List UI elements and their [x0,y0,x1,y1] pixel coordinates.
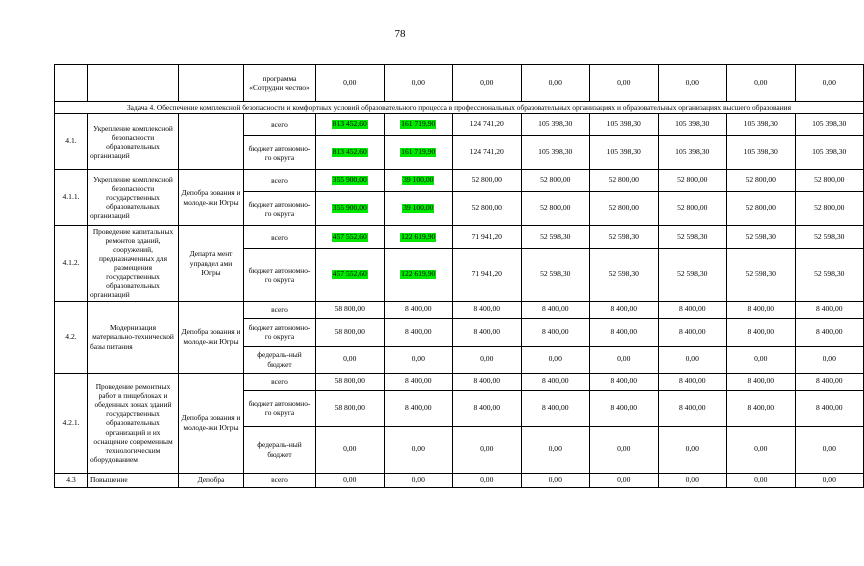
value-cell: 0,00 [384,426,453,473]
value-cell [384,226,453,249]
value-cell: 105 398,30 [521,114,590,136]
value-cell: 8 400,00 [453,390,522,426]
value-cell: 52 598,30 [590,249,659,301]
value-cell: 8 400,00 [658,390,727,426]
highlighted-value: 39 100,00 [403,203,434,213]
value-cell: 105 398,30 [590,114,659,136]
value-cell: 52 800,00 [795,192,864,226]
value-cell: 0,00 [316,473,385,487]
value-cell: 52 800,00 [795,170,864,192]
row-number-cell [55,65,88,102]
value-cell: 0,00 [316,65,385,102]
value-cell: 0,00 [727,426,796,473]
highlighted-value: 457 552,60 [332,269,367,279]
value-cell: 52 598,30 [658,226,727,249]
row-number-cell: 4.3 [55,473,88,487]
funding-source-cell: бюджет автономно-го округа [244,249,316,301]
value-cell: 124 741,20 [453,114,522,136]
value-cell: 0,00 [727,65,796,102]
value-cell: 0,00 [727,473,796,487]
row-name-cell [88,65,179,102]
value-cell [316,192,385,226]
value-cell [316,136,385,170]
value-cell: 52 598,30 [727,249,796,301]
value-cell: 52 800,00 [658,170,727,192]
value-cell: 8 400,00 [658,301,727,318]
value-cell: 52 598,30 [795,249,864,301]
table-row [55,301,864,318]
value-cell: 52 800,00 [590,170,659,192]
highlighted-value: 457 552,60 [332,231,367,241]
value-cell: 0,00 [453,473,522,487]
value-cell: 0,00 [727,346,796,373]
value-cell: 0,00 [590,426,659,473]
funding-source-cell: всего [244,373,316,390]
value-cell: 105 398,30 [521,136,590,170]
value-cell: 105 398,30 [590,136,659,170]
value-cell: 0,00 [590,346,659,373]
table-row [55,226,864,249]
value-cell: 52 598,30 [521,249,590,301]
row-name-cell: Повышение [88,473,179,487]
value-cell: 52 800,00 [727,192,796,226]
value-cell: 105 398,30 [795,114,864,136]
table-row [55,373,864,390]
value-cell: 0,00 [521,426,590,473]
value-cell: 58 800,00 [316,373,385,390]
value-cell: 0,00 [384,473,453,487]
value-cell: 0,00 [795,346,864,373]
value-cell: 8 400,00 [727,373,796,390]
row-number-cell: 4.2. [55,301,88,373]
value-cell: 8 400,00 [795,318,864,346]
value-cell: 52 598,30 [727,226,796,249]
executor-cell: Депобра [179,473,244,487]
value-cell [384,170,453,192]
value-cell: 0,00 [316,346,385,373]
funding-source-cell: всего [244,301,316,318]
value-cell: 52 598,30 [590,226,659,249]
value-cell: 52 598,30 [658,249,727,301]
value-cell: 58 800,00 [316,390,385,426]
value-cell: 8 400,00 [521,390,590,426]
value-cell: 52 598,30 [521,226,590,249]
budget-table [54,64,864,488]
funding-source-cell: бюджет автономно-го округа [244,192,316,226]
funding-source-cell: федераль-ный бюджет [244,426,316,473]
value-cell: 0,00 [384,65,453,102]
value-cell: 0,00 [658,473,727,487]
highlighted-value: 355 900,00 [332,175,367,185]
table-body [55,65,864,488]
value-cell: 0,00 [521,473,590,487]
value-cell: 8 400,00 [521,301,590,318]
funding-source-cell: бюджет автономно-го округа [244,390,316,426]
table-row [55,114,864,136]
executor-cell [179,65,244,102]
value-cell: 8 400,00 [384,301,453,318]
value-cell: 0,00 [590,473,659,487]
table-row [55,170,864,192]
value-cell: 8 400,00 [658,318,727,346]
funding-source-cell: программа «Сотрудни чество» [244,65,316,102]
highlighted-value: 813 452,60 [332,147,367,157]
value-cell [316,114,385,136]
value-cell: 8 400,00 [795,390,864,426]
funding-source-cell: всего [244,226,316,249]
value-cell: 52 800,00 [658,192,727,226]
value-cell [384,192,453,226]
value-cell: 8 400,00 [590,373,659,390]
table-row [55,473,864,487]
budget-table-container [54,64,847,488]
row-number-cell: 4.1.1. [55,170,88,226]
value-cell: 52 800,00 [590,192,659,226]
value-cell: 0,00 [384,346,453,373]
highlighted-value: 122 619,90 [401,269,436,279]
row-number-cell: 4.1. [55,114,88,170]
executor-cell: Депобра зования и молоде-жи Югры [179,170,244,226]
value-cell: 8 400,00 [521,373,590,390]
funding-source-cell: всего [244,473,316,487]
funding-source-cell: федераль-ный бюджет [244,346,316,373]
value-cell: 58 800,00 [316,318,385,346]
value-cell [384,136,453,170]
value-cell: 8 400,00 [384,318,453,346]
executor-cell: Депобра зования и молоде-жи Югры [179,373,244,473]
value-cell: 0,00 [658,426,727,473]
task-header-text: Задача 4. Обеспечение комплексной безопасности и комфортных условий образовательного процесса в профессиональных образовательных организациях и образовательных организациях высшего образования [55,102,864,114]
row-number-cell: 4.2.1. [55,373,88,473]
highlighted-value: 122 619,90 [401,231,436,241]
value-cell: 58 800,00 [316,301,385,318]
value-cell: 8 400,00 [384,390,453,426]
value-cell: 8 400,00 [727,318,796,346]
highlighted-value: 161 719,90 [401,119,436,129]
page-number: 78 [394,28,406,40]
value-cell [316,249,385,301]
value-cell: 105 398,30 [727,136,796,170]
value-cell: 8 400,00 [658,373,727,390]
value-cell: 8 400,00 [453,318,522,346]
executor-cell: Департа мент управдел ами Югры [179,226,244,301]
highlighted-value: 355 900,00 [332,203,367,213]
value-cell: 105 398,30 [658,114,727,136]
value-cell: 0,00 [521,346,590,373]
value-cell: 52 800,00 [727,170,796,192]
value-cell: 52 800,00 [521,192,590,226]
value-cell: 8 400,00 [590,318,659,346]
highlighted-value: 161 719,90 [401,147,436,157]
value-cell: 8 400,00 [384,373,453,390]
funding-source-cell: всего [244,114,316,136]
table-row [55,65,864,102]
value-cell: 8 400,00 [453,301,522,318]
value-cell: 124 741,20 [453,136,522,170]
value-cell: 0,00 [316,426,385,473]
value-cell: 8 400,00 [590,301,659,318]
value-cell: 0,00 [521,65,590,102]
row-number-cell: 4.1.2. [55,226,88,301]
row-name-cell: Укрепление комплексной безопасности образовательных организаций [88,114,179,170]
value-cell: 0,00 [453,346,522,373]
value-cell: 8 400,00 [727,390,796,426]
value-cell: 0,00 [453,65,522,102]
value-cell [316,170,385,192]
value-cell: 0,00 [795,65,864,102]
executor-cell [179,114,244,170]
value-cell: 0,00 [658,65,727,102]
value-cell [384,114,453,136]
value-cell: 0,00 [590,65,659,102]
value-cell: 52 598,30 [795,226,864,249]
value-cell: 8 400,00 [795,373,864,390]
value-cell: 0,00 [795,426,864,473]
funding-source-cell: всего [244,170,316,192]
funding-source-cell: бюджет автономно-го округа [244,318,316,346]
highlighted-value: 813 452,60 [332,119,367,129]
row-name-cell: Укрепление комплексной безопасности государственных образовательных организаций [88,170,179,226]
value-cell: 71 941,20 [453,249,522,301]
value-cell [316,226,385,249]
funding-source-cell: бюджет автономно-го округа [244,136,316,170]
value-cell: 8 400,00 [795,301,864,318]
executor-cell: Депобра зования и молоде-жи Югры [179,301,244,373]
row-name-cell: Модернизация материально-технической базы питания [88,301,179,373]
value-cell: 105 398,30 [658,136,727,170]
value-cell: 8 400,00 [521,318,590,346]
task-header-row [55,102,864,114]
highlighted-value: 39 100,00 [403,175,434,185]
value-cell: 0,00 [795,473,864,487]
value-cell [384,249,453,301]
row-name-cell: Проведение капитальных ремонтов зданий, сооружений, предназначенных для размещения государственных образовательных организаций [88,226,179,301]
value-cell: 105 398,30 [795,136,864,170]
value-cell: 52 800,00 [521,170,590,192]
value-cell: 52 800,00 [453,170,522,192]
value-cell: 8 400,00 [453,373,522,390]
value-cell: 0,00 [453,426,522,473]
value-cell: 8 400,00 [590,390,659,426]
value-cell: 105 398,30 [727,114,796,136]
value-cell: 71 941,20 [453,226,522,249]
row-name-cell: Проведение ремонтных работ в пищеблоках и обеденных зонах зданий государственных образовательных организаций и их оснащение современным технологическим оборудованием [88,373,179,473]
value-cell: 0,00 [658,346,727,373]
value-cell: 52 800,00 [453,192,522,226]
value-cell: 8 400,00 [727,301,796,318]
